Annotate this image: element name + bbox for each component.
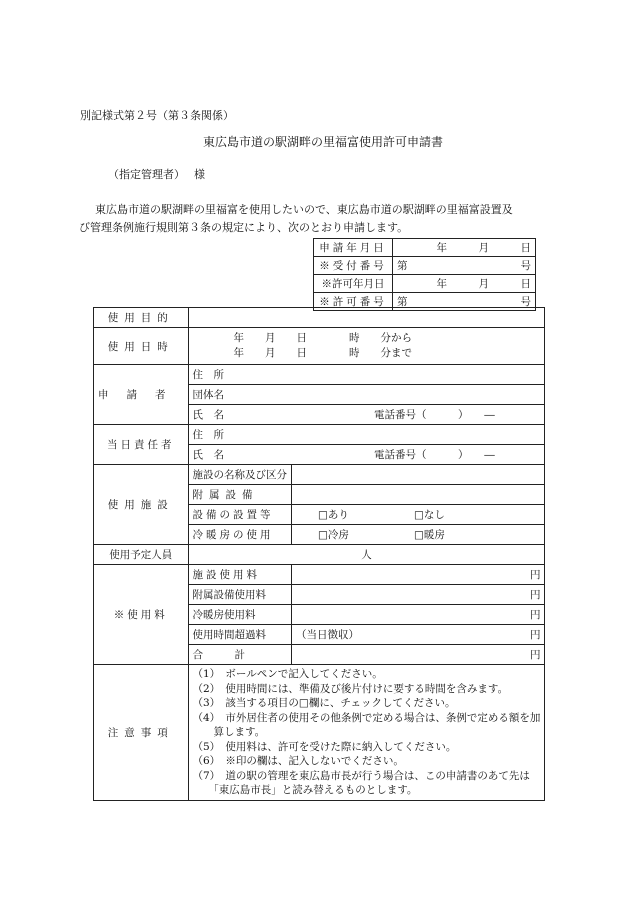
fee-equipment-field[interactable] — [292, 585, 545, 605]
permit-no-label: ※許可番号 — [314, 293, 393, 311]
fee-overtime-label: 使用時間超過料 — [188, 625, 292, 645]
equipment-field[interactable] — [292, 485, 545, 505]
app-date-field[interactable]: 年 月 日 — [393, 239, 536, 257]
purpose-field[interactable] — [188, 308, 545, 328]
phone-label: 電話番号（ ） ― — [374, 409, 495, 421]
fee-aircon-label: 冷暖房使用料 — [188, 605, 292, 625]
fee-label: ※使用料 — [94, 565, 189, 665]
permit-date-field[interactable]: 年 月 日 — [393, 275, 536, 293]
accept-no-label: ※受付番号 — [314, 257, 393, 275]
fee-facility-label: 施設使用料 — [188, 565, 292, 585]
fee-equipment-label: 附属設備使用料 — [188, 585, 292, 605]
note-item: （6） ※印の欄は、記入しないでください。 — [192, 755, 404, 767]
go-text: 号 — [520, 296, 531, 308]
note-item: （7） 道の駅の管理を東広島市長が行う場合は、この申請書のあて先は — [192, 769, 530, 782]
note-item: （2） 使用時間には、準備及び後片付けに要する時間を含みます。 — [192, 682, 509, 695]
equipment-setup-field — [292, 505, 545, 525]
yen-unit: 円 — [529, 629, 541, 641]
responsible-address[interactable] — [188, 425, 545, 445]
persons-unit: 人 — [361, 549, 372, 561]
responsible-label: 当日責任者 — [94, 425, 189, 465]
facility-name-field[interactable] — [292, 465, 545, 485]
datetime-from: 年 月 日 時 分から — [233, 332, 412, 344]
datetime-to: 年 月 日 時 分まで — [233, 347, 412, 359]
go-text: 号 — [520, 260, 531, 272]
responsible-name[interactable] — [188, 445, 545, 465]
applicant-name[interactable] — [188, 405, 545, 425]
equipment-setup-label: 設備の設置等 — [188, 505, 292, 525]
yen-unit: 円 — [529, 589, 541, 601]
note-item: （3） 該当する項目の□欄に、チェックしてください。 — [192, 697, 456, 709]
datetime-label: 使用日時 — [94, 328, 189, 365]
fee-aircon-field[interactable] — [292, 605, 545, 625]
yen-unit: 円 — [529, 609, 541, 621]
dai-text: 第 — [397, 296, 408, 308]
note-item: （1） ボールペンで記入してください。 — [192, 668, 383, 680]
permit-date-label: ※許可年月日 — [314, 275, 393, 293]
form-number: 別記様式第２号（第３条関係） — [80, 109, 234, 122]
applicant-label: 申請者 — [94, 365, 189, 425]
datetime-field[interactable] — [188, 328, 545, 365]
applicant-org[interactable] — [188, 385, 545, 405]
facility-label: 使用施設 — [94, 465, 189, 545]
name-label: 氏 名 — [192, 409, 224, 421]
application-form — [93, 307, 545, 801]
overtime-note: （当日徴収） — [296, 629, 359, 641]
fee-total-field[interactable] — [292, 645, 545, 665]
app-date-label: 申請年月日 — [314, 239, 393, 257]
notes-list — [188, 665, 545, 801]
ari-checkbox[interactable]: □あり — [318, 509, 349, 521]
yen-unit: 円 — [529, 649, 541, 661]
yen-unit: 円 — [529, 569, 541, 581]
purpose-label: 使用目的 — [94, 308, 189, 328]
dai-text: 第 — [397, 260, 408, 272]
persons-field[interactable] — [188, 545, 545, 565]
fee-facility-field[interactable] — [292, 565, 545, 585]
applicant-address[interactable] — [188, 365, 545, 385]
address-label: 住 所 — [192, 429, 224, 441]
addressee: （指定管理者） 様 — [108, 168, 205, 181]
accept-no-field[interactable] — [393, 257, 536, 275]
aircon-label: 冷暖房の使用 — [188, 525, 292, 545]
fee-total-label: 合 計 — [188, 645, 292, 665]
name-label: 氏 名 — [192, 449, 224, 461]
page-title: 東広島市道の駅湖畔の里福富使用許可申請書 — [203, 135, 444, 149]
phone-label: 電話番号（ ） ― — [374, 449, 495, 461]
fee-overtime-field[interactable] — [292, 625, 545, 645]
note-item: 算します。 — [192, 726, 266, 738]
org-label: 団体名 — [192, 389, 224, 401]
equipment-label: 附属設備 — [188, 485, 292, 505]
intro-line-2: び管理条例施行規則第３条の規定により、次のとおり申請します。 — [79, 221, 409, 234]
nashi-checkbox[interactable]: □なし — [414, 509, 445, 521]
note-item: （4） 市外居住者の使用その他条例で定める場合は、条例で定める額を加 — [192, 711, 541, 724]
cooling-checkbox[interactable]: □冷房 — [318, 529, 349, 541]
intro-line-1: 東広島市道の駅湖畔の里福富を使用したいので、東広島市道の駅湖畔の里福富設置及 — [95, 203, 513, 216]
note-item: 「東広島市長」と読み替えるものとします。 — [192, 784, 418, 796]
heating-checkbox[interactable]: □暖房 — [414, 529, 445, 541]
receipt-box — [313, 238, 536, 311]
persons-label: 使用予定人員 — [94, 545, 189, 565]
note-item: （5） 使用料は、許可を受けた際に納入してください。 — [192, 740, 457, 753]
facility-name-label: 施設の名称及び区分 — [188, 465, 292, 485]
notes-label: 注意事項 — [94, 665, 189, 801]
aircon-field — [292, 525, 545, 545]
address-label: 住 所 — [192, 369, 224, 381]
